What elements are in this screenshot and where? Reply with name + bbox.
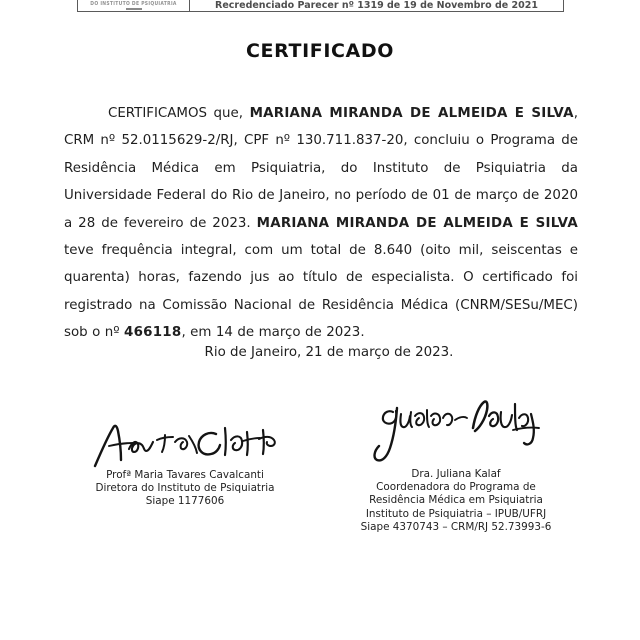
header-logo-cell [78,0,190,11]
body-segment-1: CERTIFICAMOS que, [108,106,250,121]
body-segment-4: , em 14 de março de 2023. [181,325,365,341]
signature-caption-director [95,469,274,509]
registration-number: 466118 [124,325,182,341]
signature-role: Diretora do Instituto de Psiquiatria [95,482,275,495]
accreditation-text: Recredenciado Parecer nº 1319 de 19 de Novembro de 2021 [215,0,538,11]
signature-institute: Instituto de Psiquiatria – IPUB/UFRJ [365,507,547,520]
student-name-second-mention: MARIANA MIRANDA DE ALMEIDA E SILVA [256,215,579,231]
signature-block-director [49,398,321,534]
signature-caption-coordinator [361,468,552,534]
place-and-date: Rio de Janeiro, 21 de março de 2023. [204,345,454,360]
signature-name: Profª Maria Tavares Cavalcanti [106,469,264,481]
institute-logo-text: DO INSTITUTO DE PSIQUIATRIA [90,1,177,8]
signature-siape-crm: Siape 4370743 – CRM/RJ 52.73993-6 [360,520,552,533]
logo-underline [126,8,142,10]
signature-block-coordinator [321,398,591,534]
page-title: CERTIFICADO [246,40,394,62]
body-segment-2: , CRM nº 52.0115629-2/RJ, CPF nº 130.711.837-20, concluiu o Programa de Residência Médica em Psiquiatria, do Instituto de Psiquiatria da Universidade Federal do Rio de Janeiro, no período de 01 de março de 2020 a 28 de fevereiro de 2023. [64,106,578,231]
signature-name: Dra. Juliana Kalaf [411,468,501,480]
certificate-body [64,100,578,347]
handwritten-signature-mark [85,422,285,468]
header-accreditation-cell [190,0,563,11]
student-name-first-mention: MARIANA MIRANDA DE ALMEIDA E SILVA [249,106,574,121]
body-segment-3: teve frequência integral, com um total de 8.640 (oito mil, seiscentas e quarenta) horas, fazendo jus ao título de especialista. O certificado foi registrado na Comissão Nacional de Residência Médica (CNRM/SESu/MEC) sob o nº [64,243,578,341]
header-table [77,0,564,12]
handwritten-signature-mark [363,398,549,464]
signature-role-line-2: Residência Médica em Psiquiatria [369,494,543,507]
signature-role-line-1: Coordenadora do Programa de [376,481,536,494]
signature-area [0,398,640,534]
signature-siape: Siape 1177606 [145,495,225,508]
certificate-paragraph [64,100,578,347]
